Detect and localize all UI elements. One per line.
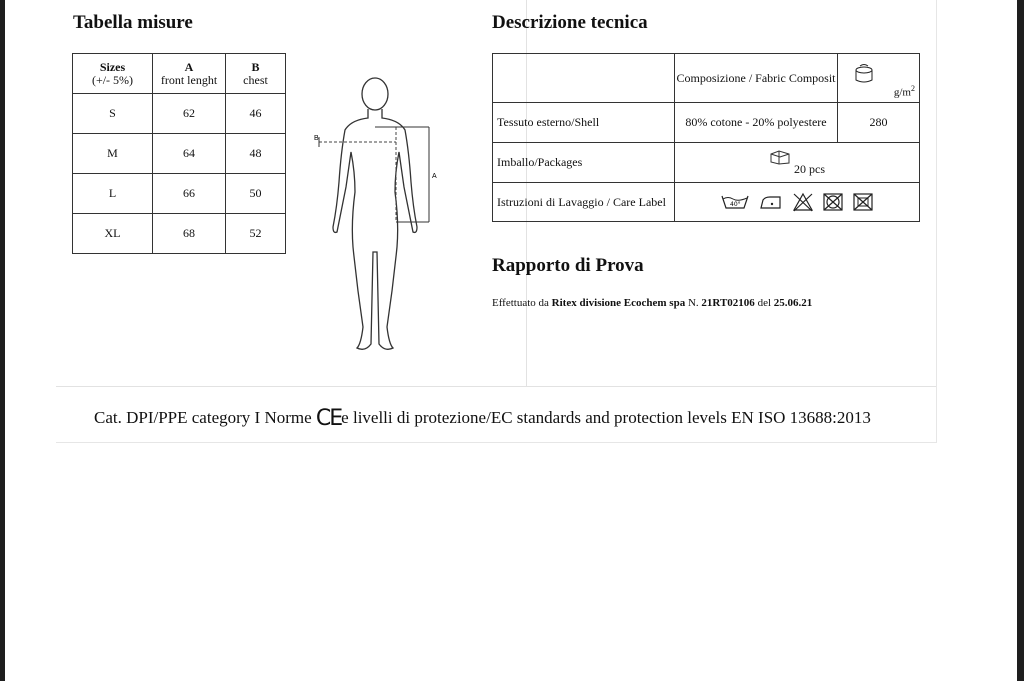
a-cell: 64 <box>153 134 226 174</box>
spec-panel <box>56 0 937 443</box>
a-cell: 66 <box>153 174 226 214</box>
size-cell: XL <box>73 214 153 254</box>
table-row <box>493 183 920 222</box>
packages-cell <box>675 143 920 183</box>
box-icon <box>769 149 791 165</box>
figure-label-b: B <box>314 135 319 142</box>
size-cell: L <box>73 174 153 214</box>
a-cell: 62 <box>153 94 226 134</box>
b-cell: 48 <box>226 134 286 174</box>
size-table-header <box>73 54 286 94</box>
size-table <box>72 53 286 254</box>
no-tumble-dry-icon <box>822 192 844 212</box>
tech-header-row <box>493 54 920 103</box>
size-cell: S <box>73 94 153 134</box>
horizontal-divider <box>56 386 936 387</box>
no-bleach-icon <box>792 192 814 212</box>
care-label: Istruzioni di Lavaggio / Care Label <box>493 183 675 222</box>
empty-cell <box>493 54 675 103</box>
b-cell: 50 <box>226 174 286 214</box>
care-icons-cell <box>675 183 920 222</box>
body-measurement-figure <box>311 72 441 357</box>
b-header: B chest <box>226 54 286 94</box>
composition-header: Composizione / Fabric Composit <box>675 54 838 103</box>
size-cell: M <box>73 134 153 174</box>
standards-footer: Cat. DPI/PPE category I Norme CEe livelli di protezione/EC standards and protection levels EN ISO 13688:2013 <box>94 406 871 431</box>
shell-weight: 280 <box>838 103 920 143</box>
iron-low-icon <box>758 193 784 211</box>
table-row <box>73 94 286 134</box>
weight-unit: $g/m^2$ <box>893 84 915 99</box>
table-row <box>493 103 920 143</box>
table-row <box>73 214 286 254</box>
table-row <box>493 143 920 183</box>
a-cell: 68 <box>153 214 226 254</box>
b-cell: 52 <box>226 214 286 254</box>
report-text: Effettuato da Ritex divisione Ecochem spa N. 21RT02106 del 25.06.21 <box>492 297 813 309</box>
shell-composition: 80% cotone - 20% polyestere <box>675 103 838 143</box>
fabric-roll-icon <box>852 62 878 84</box>
packages-value: 20 pcs <box>794 161 825 176</box>
wash-40-icon <box>720 193 750 211</box>
a-header: A front lenght <box>153 54 226 94</box>
sizes-header: Sizes (+/- 5%) <box>73 54 153 94</box>
ce-mark-icon: CE <box>315 406 342 431</box>
document-page <box>5 0 1017 681</box>
tech-table <box>492 53 920 222</box>
shell-label: Tessuto esterno/Shell <box>493 103 675 143</box>
weight-header <box>838 54 920 103</box>
size-table-title: Tabella misure <box>73 12 193 33</box>
body-outline <box>333 109 417 349</box>
b-cell: 46 <box>226 94 286 134</box>
table-row <box>73 174 286 214</box>
packages-label: Imballo/Packages <box>493 143 675 183</box>
figure-label-a: A <box>432 173 437 180</box>
tech-title: Descrizione tecnica <box>492 12 648 33</box>
head-outline <box>362 78 388 110</box>
report-title: Rapporto di Prova <box>492 255 644 276</box>
svg-text:40°: 40° <box>730 201 741 208</box>
no-dry-clean-icon <box>852 192 874 212</box>
table-row <box>73 134 286 174</box>
